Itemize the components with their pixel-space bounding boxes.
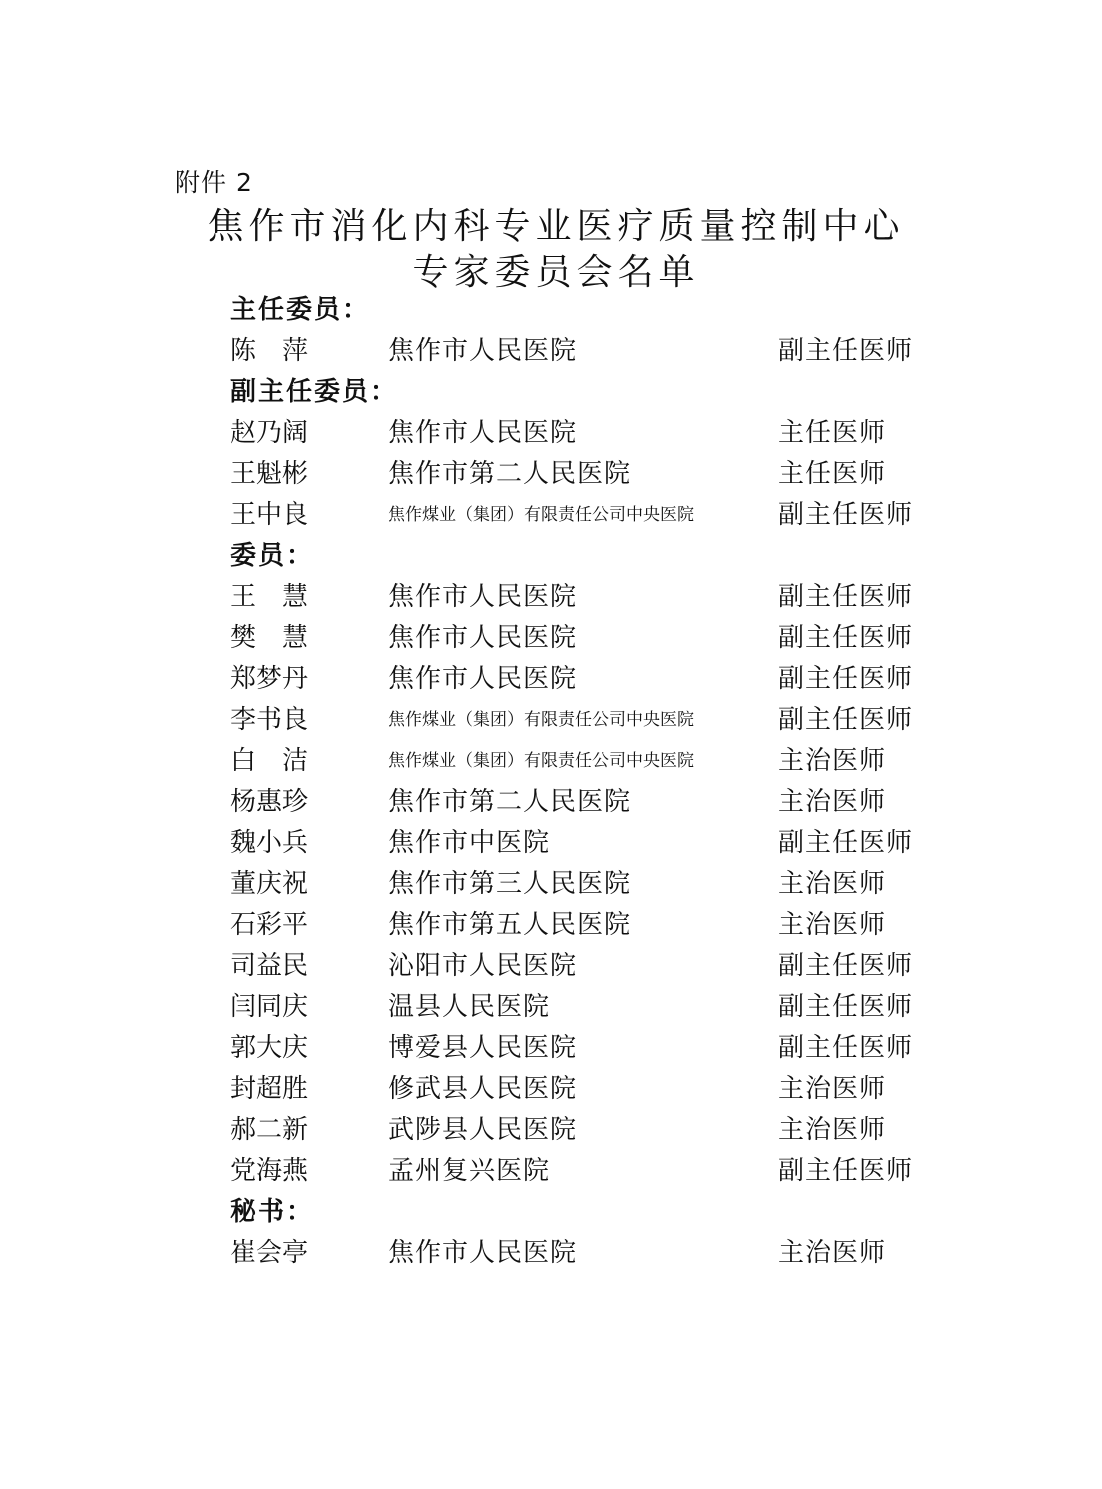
member-name: 董庆祝 [230,869,309,899]
member-title: 副主任医师 [778,992,914,1022]
member-row [0,905,1102,946]
member-organization: 焦作市人民医院 [388,582,578,612]
member-organization: 焦作市中医院 [388,828,551,858]
section-label: 委员： [230,541,315,571]
member-name: 陈 萍 [230,336,309,366]
member-row [0,946,1102,987]
member-title: 副主任医师 [778,951,914,981]
section-heading [0,1192,1102,1233]
section-label: 主任委员： [230,295,371,325]
member-name: 王魁彬 [230,459,309,489]
member-name: 魏小兵 [230,828,309,858]
member-row [0,659,1102,700]
member-row [0,1069,1102,1110]
member-organization: 孟州复兴医院 [388,1156,551,1186]
member-row [0,782,1102,823]
member-name: 王 慧 [230,582,309,612]
member-row [0,618,1102,659]
member-organization: 焦作市人民医院 [388,664,578,694]
member-title: 副主任医师 [778,1156,914,1186]
member-row [0,577,1102,618]
member-title: 主治医师 [778,787,887,817]
member-name: 樊 慧 [230,623,309,653]
member-row [0,454,1102,495]
member-title: 副主任医师 [778,828,914,858]
document-subtitle: 专家委员会名单 [412,252,700,293]
member-title: 主治医师 [778,910,887,940]
member-name: 司益民 [230,951,309,981]
member-title: 主治医师 [778,1074,887,1104]
section-heading [0,372,1102,413]
member-organization: 焦作市第二人民医院 [388,459,632,489]
member-list [0,290,1102,1274]
document-title: 焦作市消化内科专业医疗质量控制中心 [207,206,905,247]
member-name: 党海燕 [230,1156,309,1186]
member-name: 赵乃阔 [230,418,309,448]
member-title: 副主任医师 [778,664,914,694]
member-title: 主任医师 [778,459,887,489]
member-organization: 沁阳市人民医院 [388,951,578,981]
member-row [0,1110,1102,1151]
member-title: 主治医师 [778,869,887,899]
member-title: 副主任医师 [778,500,914,530]
member-organization: 焦作煤业（集团）有限责任公司中央医院 [388,751,694,771]
member-organization: 焦作市人民医院 [388,1238,578,1268]
member-row [0,1028,1102,1069]
member-name: 白 洁 [230,746,309,776]
member-row [0,413,1102,454]
member-row [0,987,1102,1028]
member-organization: 温县人民医院 [388,992,551,1022]
member-row [0,700,1102,741]
member-organization: 焦作市人民医院 [388,418,578,448]
member-name: 王中良 [230,500,309,530]
member-organization: 武陟县人民医院 [388,1115,578,1145]
member-name: 郭大庆 [230,1033,309,1063]
member-name: 郑梦丹 [230,664,309,694]
member-row [0,331,1102,372]
member-name: 封超胜 [230,1074,309,1104]
section-heading [0,536,1102,577]
member-name: 闫同庆 [230,992,309,1022]
member-title: 副主任医师 [778,336,914,366]
member-row [0,1151,1102,1192]
member-row [0,864,1102,905]
section-label: 秘书： [230,1197,315,1227]
section-label: 副主任委员： [230,377,399,407]
member-row [0,495,1102,536]
member-title: 副主任医师 [778,705,914,735]
member-organization: 博爱县人民医院 [388,1033,578,1063]
member-title: 主治医师 [778,1115,887,1145]
member-organization: 焦作市人民医院 [388,623,578,653]
member-name: 杨惠珍 [230,787,309,817]
member-organization: 焦作市人民医院 [388,336,578,366]
member-organization: 焦作煤业（集团）有限责任公司中央医院 [388,505,694,525]
member-title: 副主任医师 [778,1033,914,1063]
member-name: 郝二新 [230,1115,309,1145]
member-row [0,823,1102,864]
member-name: 崔会亭 [230,1238,309,1268]
member-organization: 焦作市第三人民医院 [388,869,632,899]
member-organization: 修武县人民医院 [388,1074,578,1104]
member-organization: 焦作市第五人民医院 [388,910,632,940]
member-organization: 焦作煤业（集团）有限责任公司中央医院 [388,710,694,730]
member-title: 主治医师 [778,746,887,776]
member-organization: 焦作市第二人民医院 [388,787,632,817]
member-row [0,1233,1102,1274]
attachment-label: 附件 2 [175,168,253,197]
member-name: 石彩平 [230,910,309,940]
section-heading [0,290,1102,331]
member-title: 副主任医师 [778,623,914,653]
member-title: 副主任医师 [778,582,914,612]
member-row [0,741,1102,782]
member-name: 李书良 [230,705,309,735]
member-title: 主任医师 [778,418,887,448]
member-title: 主治医师 [778,1238,887,1268]
